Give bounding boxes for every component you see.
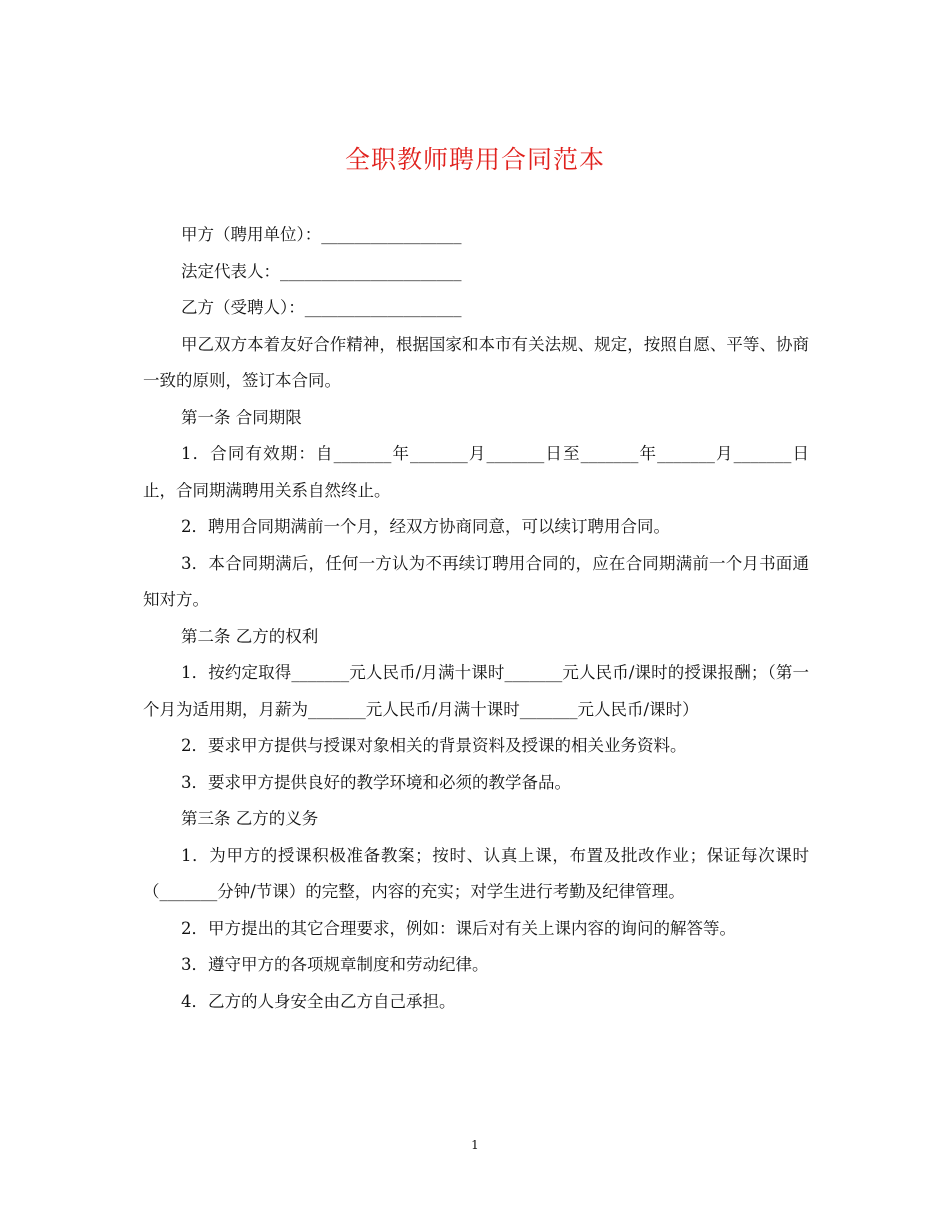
article-2-clause-2: 2．要求甲方提供与授课对象相关的背景资料及授课的相关业务资料。: [181, 736, 687, 755]
page-number: 1: [471, 1138, 479, 1152]
article-1-clause-2: 2．聘用合同期满前一个月，经双方协商同意，可以续订聘用合同。: [181, 517, 670, 536]
article-2-heading: 第二条 乙方的权利: [181, 626, 319, 646]
article-3-clause-3: 3．遵守甲方的各项规章制度和劳动纪律。: [181, 955, 489, 974]
preamble-paragraph: 甲乙双方本着友好合作精神，根据国家和本市有关法规、规定，按照自愿、平等、协商一致的原则，签订本合同。: [143, 334, 809, 390]
article-1-clause-1: 1．合同有效期：自_______年_______月_______日至_______年_______月_______日止，合同期满聘用关系自然终止。: [143, 444, 809, 500]
article-3-clause-4: 4．乙方的人身安全由乙方自己承担。: [181, 991, 456, 1011]
article-2-clause-1: 1．按约定取得_______元人民币/月满十课时_______元人民币/课时的授课报酬；（第一个月为适用期，月薪为_______元人民币/月满十课时_______元人民币/课时）: [143, 663, 809, 719]
article-1-heading: 第一条 合同期限: [181, 407, 302, 427]
article-1-clause-3: 3．本合同期满后，任何一方认为不再续订聘用合同的，应在合同期满前一个月书面通知对方。: [143, 553, 809, 609]
document-title: 全职教师聘用合同范本: [344, 145, 605, 174]
article-3-clause-1: 1．为甲方的授课积极准备教案；按时、认真上课，布置及批改作业；保证每次课时（_______分钟/节课）的完整，内容的充实；对学生进行考勤及纪律管理。: [143, 845, 809, 901]
document-body: [143, 217, 809, 1020]
legal-representative-field: 法定代表人：______________________: [181, 261, 462, 281]
article-2-clause-3: 3．要求甲方提供良好的教学环境和必须的教学备品。: [181, 772, 571, 792]
article-3-heading: 第三条 乙方的义务: [181, 809, 319, 828]
article-3-clause-2: 2．甲方提出的其它合理要求，例如：课后对有关上课内容的询问的解答等。: [181, 918, 736, 938]
party-a-field: 甲方（聘用单位）：_________________: [181, 225, 462, 244]
party-b-field: 乙方（受聘人）：___________________: [181, 298, 462, 317]
